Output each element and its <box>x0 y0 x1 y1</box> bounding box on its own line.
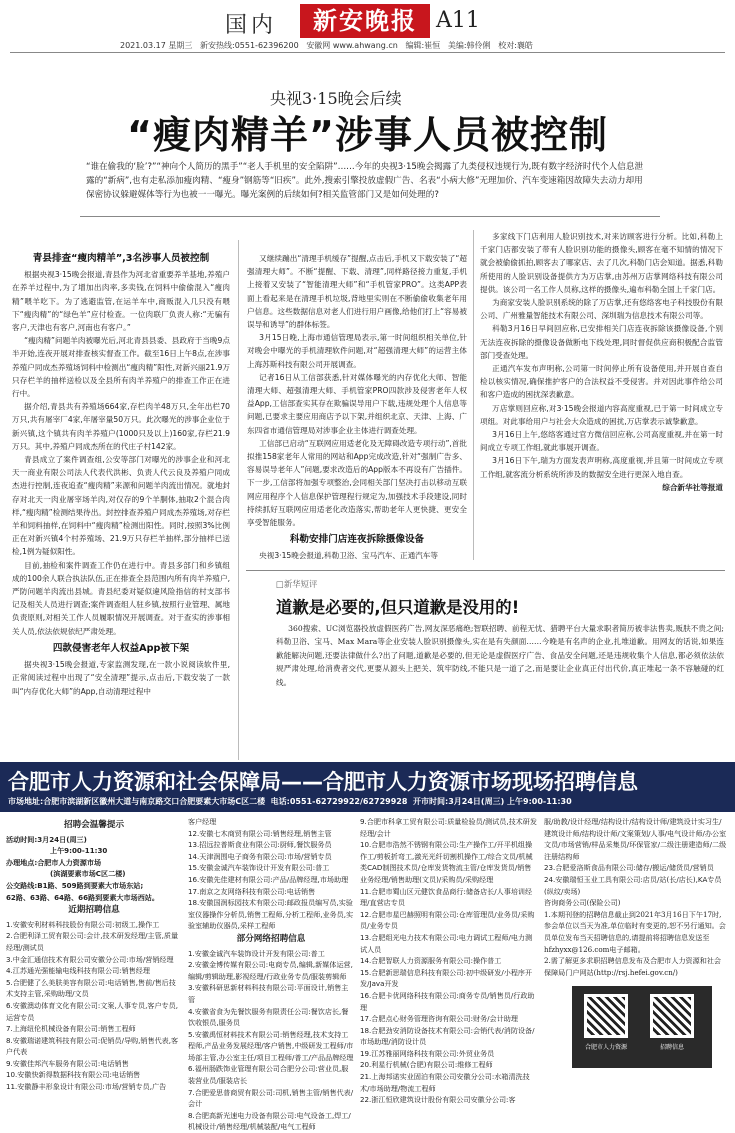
list-item: 5.安徽禹恒材料技术有限公司:销售经理,技术支持工程师,产品业务发展经理/客户销售,中级研发工程师/市场部主管,办公室主任/项目工程师/普工/产品品牌经理 <box>188 1029 354 1062</box>
qr-caption: 招聘信息 <box>659 1044 684 1051</box>
list-item: 11.安徽静丰形象设计有限公司:市场/营销专员,广告 <box>6 1082 167 1092</box>
list-item: 15.安徽金诚汽车装饰设计开发有限公司:普工 <box>188 863 330 873</box>
issue-info <box>120 40 610 51</box>
designer: 美编:韩伶俐 <box>447 41 491 50</box>
list-item: 9.合肥市科拿工贸有限公司:质量检验员/测试员,技术研发经理/会计 <box>360 817 537 838</box>
brief-tag: □新华短评 <box>276 579 318 589</box>
notice-line: 公交路线:B1路、509路到要素大市场东站; <box>6 880 144 890</box>
list-item: 4.江苏通光强能输电线科技有限公司:销售经理 <box>6 966 150 976</box>
ad-column-2 <box>188 816 354 1132</box>
hotline: 新安热线:0551-62396200 <box>200 41 299 50</box>
paragraph: 根据央视3·15晚会报道,青县作为河北省重要养羊基地,养殖户在养羊过程中,为了增加出肉率,多卖钱,在饲料中偷偷混入“瘦肉精”喂羊吃下。为了逃避监管,在运羊车中,商贩混入几只没有喂下“瘦肉精”的“绿色羊”应付检查。一位肉联厂负责人称:“无骗有客户,天津也有客户,河南也有客户。” <box>12 270 230 333</box>
list-item: 6.福州肠跌饰业管理有限公司合肥分公司:营业员,服装营业员/服装店长 <box>188 1064 349 1086</box>
issue-date: 2021.03.17 星期三 <box>120 41 193 50</box>
list-item: 4.安徽省食为先餐饮服务有限责任公司:餐饮店长,餐饮收银员,服务员 <box>188 1006 349 1028</box>
paragraph: 记者16日从工信部获悉,针对媒体曝光的内存优化大师、智能清理大师、超强清理大师、手机管家PRO四款涉及侵害老年人权益App,工信部查实其存在欺骗误导用户下载,违规处理个人信息等问题,已要求主要应用商店予以下架,并组织北京、天津、上海、广东四省市通信管理局对涉事企业主体进行调查处理。 <box>247 372 467 435</box>
paragraph: 目前,抽检和案件调查工作仍在进行中。青县多部门和乡镇组成的100余人联合执法队伍,正在排查全县范围内所有肉羊养殖户,严防问题羊肉流出县城。青县纪委对疑似違风险指信的村支部书记及相关人员进行调查;案件调查组人驻乡镇,按照行业管理、属地负责原则,对相关工作人员履职情况开展调查。对于查实的涉事相关人员,依法依规依纪严肃处理。 <box>12 560 230 636</box>
list-item: 9.安徽佳邦汽车服务有限公司:电话销售 <box>6 1058 129 1068</box>
paragraph: 科勒3月16日早间回应称,已安排相关门店连夜拆除该摄像设备,个别无法连夜拆除的摄像设备做断电下线处理,同时督促供应商积极配合监管部门受查处理。 <box>480 324 723 360</box>
list-item: 咨询商务公司(保险公司) <box>544 898 621 908</box>
ad-note: 2.需了解更多求职招聘信息发布及合肥市人力资源和社会保障局门户网站(http://rsj.hefei.gov.cn/) <box>544 956 722 977</box>
paragraph: 多家线下门店利用人脸识别技术,对来访顾客进行分析。比如,科勒上千家门店都安装了带有人脸识别功能的摄像头,顾客在毫不知情的情况下就会被偷偷抓拍,顾客去了哪家店、去了几次,科勒门店会知道。据悉,科勒所使用的人脸识别设备提供方为万店掌,由苏州万店掌网络科技有限公司提供。该公司一名工作人员称,这样的摄像头,遍布科勒全国上千家门店。 <box>480 232 723 294</box>
list-item: 2.合肥利泽工贸有限公司:会计,技术研发经理/主管,质量经理/测试员 <box>6 931 179 952</box>
article-headline: “瘦肉精羊”涉事人员被控制 <box>127 113 608 157</box>
list-item: 22.浙江恒欣建筑设计股份有限公司安徽分公司:客 <box>360 1095 516 1105</box>
list-item: 19.江苏雅丽网络科技有限公司:外贸业务员 <box>360 1048 495 1058</box>
column-divider <box>473 230 474 560</box>
qr-code-icon[interactable] <box>584 994 628 1038</box>
website: 安徽网 www.ahwang.cn <box>306 41 398 50</box>
notice-line: 62路、63路、64路、66路到要素大市场西站。 <box>6 892 159 902</box>
page-number: A11 <box>436 8 480 33</box>
paragraph: 据介绍,青县共有养殖场664家,存栏肉羊48万只,全年出栏70万只,共有屠宰厂4家,年屠宰量50万只。此次曝光的涉事企业位于新兴镇,这个镇共有肉羊养殖户(1000只及以上)160家,存栏21.9万只。其中,养殖户同成杰所在的代庄子村142家。 <box>12 402 230 451</box>
paragraph: 青县成立了案件调查组,公安等部门对曝光的涉事企业和河北天一商业有限公司法人代表代洪彬、负责人代云良及养殖户同成杰进行控制,连夜追查“瘦肉精”来源和问题羊肉流出情况。就地封存对北天一肉业屠宰场羊肉,对仅存的9个羊胴体,抽取2个混合肉样,“瘦肉精”检测结果待出。封控排查养殖户同成杰养殖场,对存栏羊和饲料抽样,在饲料中“瘦肉精”检测出阳性。同时,按照3%比例正在对新兴镇4个村养殖场、21.9万只存栏羊抽样,部分抽样已送检,1例为疑似阳性。 <box>12 455 230 557</box>
notice-line: 办理地点:合肥市人力资源市场 <box>6 857 102 867</box>
paragraph: 3月16日上午,悠络客通过官方微信回应称,公司高度重视,并在第一时间成立专项工作组,就此事展开调查。 <box>480 430 723 453</box>
list-item: 1.安徽安利材料科技股份有限公司:初级工,操作工 <box>6 919 160 929</box>
notice-line: (滨湖要素市场C区二楼) <box>50 869 126 879</box>
paragraph: 工信部已启动“互联网应用适老化及无障碍改造专项行动”,首批拟推158家老年人常用的网站和App完成改造,针对“强制广告多、容易误导老年人”问题,要求改造后的App版本不再设有广告插件。下一步,工信部将加强专项整治,会同相关部门坚决打击以移动互联网应用程序个人信息保护管理程行规定为,加强技术手段建设,同时持续抓好互联网应用适老化改造落实,帮助老年人更快捷、更安全享受智能服务。 <box>247 438 467 528</box>
qr-caption: 合肥市人力资源 <box>584 1044 627 1051</box>
article-author: 综合新华社等报道 <box>662 482 723 492</box>
list-item: 8.合肥高新光速电力设备有限公司:电气设备工,焊工/机械设计/销售经理/机械装配/电气工程师 <box>188 1110 351 1132</box>
editor: 编辑:崔恒 <box>405 41 441 50</box>
list-title: 近期招聘信息 <box>68 905 120 916</box>
list-item: 12.合肥市星巴赫照明有限公司:仓库管理员/业务员/采购员/业务专员 <box>360 909 535 931</box>
list-item: 10.合肥市浩然不锈钢有限公司:生产操作工/开平机组操作工/剪板折弯工,激光光纤切割机操作工/综合文员/机械类CAD制图技术员/仓库发货物流主管/仓库发货员/销售业务经理/销售助理(文员)/采购员/采购经理 <box>360 840 533 884</box>
list-item: 21.上海邦诺实业固泊有限公司安徽分公司:水箱清洗技术/市场助理/物流工程师 <box>360 1072 530 1093</box>
list-item: 16.安徽先佳建材有限公司:产品/品牌经理,市场助理 <box>188 874 349 884</box>
notice-line: 上午9:00-11:30 <box>50 846 108 856</box>
subhead-kohler: 科勒安排门店连夜拆除摄像设备 <box>289 534 425 546</box>
list-item: 客户经理 <box>188 817 217 826</box>
notice-title: 招聘会温馨提示 <box>63 820 125 830</box>
lead-rule <box>80 216 660 217</box>
list-item: 8.安徽瑞诺建筑科技有限公司:促销员/导购,销售代表,客户代表 <box>6 1035 179 1057</box>
paragraph: 为商家安装人脸识别系统的除了万店掌,还有悠络客电子科技股份有限公司、广州雅量智能技术有限公司、深圳瑞为信息技术有限公司等。 <box>480 298 723 321</box>
ad-address: 市场地址:合肥市滨湖新区徽州大道与南京路交口合肥要素大市场C区二楼 <box>8 797 266 806</box>
article-kicker: 央视3·15晚会后续 <box>270 89 402 108</box>
brief-rule <box>246 570 725 571</box>
list-item: 3.安徽科研思新材料科技有限公司:平面设计,销售主管 <box>188 983 349 1004</box>
list-item: 13.招远拉普斯食业有限公司:厨师,餐饮服务员 <box>188 840 332 850</box>
paragraph: 正通汽车发布声明称,公司第一时间停止所有设备使用,并开展自查自检以核实情况,确保推护客户的合法权益不受侵害。并对因此事件给公司和客户造成的困扰深表歉意。 <box>480 364 723 400</box>
article-column-2 <box>247 252 467 562</box>
list-item: 24.安徽瑞恒玉业工具有限公司:店员/站(长/店长),KA专员(纵纹/卖场) <box>544 874 722 896</box>
list-item: 18.合肥劲安消防设备技术有限公司:会销代表/消防设备/市场助理/消防设计员 <box>360 1025 535 1047</box>
ad-column-1 <box>6 818 182 1092</box>
column-divider <box>238 240 239 760</box>
list-item: 17.南京之友网络科技有限公司:电话销售 <box>188 886 316 896</box>
article-lead: “谁在偷我的‘脸’?”“神向个人简历的黑手”“老人手机里的安全陷阱”……今年的央视3·15晚会揭露了九类侵权违规行为,既有数字经济时代个人信息泄露的“新病”,也有走私添加瘦肉精、“瘦身”钢筋等“旧疾”。此外,搜索引擎投放虚假广告、名表“小病大修”无理加价、汽车变速箱因故障失去动力却用保密协议躲避媒体等行为也被一一曝光。曝光案例的后续如何?相关监管部门又是如何处理的? <box>86 162 644 200</box>
subhead-lean-meat-sheep: 青县排查“瘦肉精羊”,3名涉事人员被控制 <box>32 253 210 264</box>
list-item: 16.合肥卡优网络科技有限公司:商务专员/销售员/行政助理 <box>360 990 535 1012</box>
list-item: 18.安徽国润标园技术有限公司:邮政报员编写员,实验室仪器操作分析员,销售工程师,分析工程师,业务员,实验室辅助仪器员,采样工程师 <box>188 898 354 931</box>
list-item: 15.合肥新思瑞信息科技有限公司:初中级研发/小程序开发/Java开发 <box>360 967 533 989</box>
list-item: 11.合肥市蜀山区元健饮食品商行:储备店长/人事培训经理/直营店专员 <box>360 886 533 908</box>
article-column-3 <box>480 230 723 560</box>
ad-title: 合肥市人力资源和社会保障局——合肥市人力资源市场现场招聘信息 <box>8 770 638 794</box>
list-item: 2.安徽金博传媒有限公司:电商专员,编辑,新媒体运营,编辑/剪辑助理,影视经理/行政业务专员/服装剪辑师 <box>188 960 353 981</box>
paragraph: 万店掌则回应称,对3·15晚会报道内容高度重视,已于第一时间成立专项组。对此事给用户与社会大众造成的困扰,万店掌表示诚挚歉意。 <box>480 403 723 426</box>
list-item: 7.上海纽伦机械设备有限公司:销售工程师 <box>6 1024 136 1034</box>
paragraph: 3月16日下午,瑞为方面发表声明称,高度重视,并且第一时间成立专项工作组,就客流分析系统所涉及的数据安全进行更深入地自查。 <box>480 456 723 479</box>
paragraph: “瘦肉精”问题羊肉被曝光后,河北青县县委、县政府于当晚9点半开始,连夜开展对排查核实督查工作。截至16日上午8点,在涉事养殖户同成杰养殖场饲料中检测出“瘦肉精”阳性,对新兴丽21.9万只存栏羊的抽样送检以及全县所有肉羊养殖户的排查工作正在进行中。 <box>12 336 230 399</box>
list-item: 5.合肥健了么美肤美容有限公司:电话销售,售前/售后技术支持主管,采购助理/文员 <box>6 977 176 999</box>
masthead-rule <box>10 52 725 53</box>
article-column-1 <box>12 248 230 772</box>
ad-note: 1.本期刊登的招聘信息截止到2021年3月16日下午17时,参会单位以当天为准,单位临时有变更的,恕不另行通知。会员单位发布当天招聘信息的,请提前将招聘信息发送至hfzhyxx@126.com电子邮箱。 <box>544 909 726 954</box>
subhead-apps-removed: 四款侵害老年人权益App被下架 <box>52 642 190 654</box>
list-item: 6.安徽澳动体育文化有限公司:文案,人事专员,客户专员,运营专员 <box>6 1000 178 1022</box>
ad-column-4 <box>544 816 728 984</box>
list-item: 14.天津润围电子商务有限公司:市场/营销专员 <box>188 851 332 861</box>
ad-column-3 <box>360 816 538 1105</box>
paragraph: 央视3·15晚会报道,科勒卫浴、宝马汽车、正通汽车等 <box>259 551 438 561</box>
list-item: 10.安徽快新得数据科技有限公司:电话销售 <box>6 1070 141 1080</box>
ad-phone: 电话:0551-62729922/62729928 <box>270 797 408 806</box>
qr-code-icon[interactable] <box>650 994 694 1038</box>
brief-body: 360搜索、UC浏览器投放虚假医药广告,网友深恶痛绝;智联招聘、前程无忧、猎聘平台大量求职者简历被非法售卖,贩肤不贵之间;科勒卫浴、宝马、Max Mara等企业安装人脸识别摄像头,实在是有失颜面……今晚是有名声的企业,扎堆道歉。用网友的话说,如果连歉能解决问题,还要法律做什么?出了问题,道歉是必要的,但无论是虚假医疗广告、食品安全问题,还是违规收集个人信息,都必须依法依规严肃处理,给消费者交代,更要从源头上把关、筑牢防线,不能只是一道了之,而是要让企业真正付出代价,真正堆起一条不容触碰的红线。 <box>276 624 724 687</box>
brief-title: 道歉是必要的,但只道歉是没用的! <box>276 598 520 617</box>
ad-market-info <box>8 796 727 807</box>
list-item: 1.安徽金诚汽车装饰设计开发有限公司:普工 <box>188 948 325 958</box>
list-item: 14.合肥智联人力资源服务有限公司:操作普工 <box>360 956 502 966</box>
paragraph: 又继续蹦出“清理手机缓存”提醒,点击后,手机又下载安装了“超强清理大师”。不断“提醒、下载、清理”,同样路径接力重复,手机上接着又安装了“智能清理大师”和“手机管家PRO”。这类APP表面上看起来是在清理手机垃圾,背地里实则在不断偷偷收集老年用户信息。这些数据信息对老人们进行用户画像,给他们打上“容易被误导和诱导”的群体标签。 <box>247 254 467 330</box>
online-list-title: 部分网络招聘信息 <box>236 933 306 944</box>
list-item: 3.中金汇通信技术有限公司安徽分公司:市场/营销经理 <box>6 954 174 964</box>
list-item: 7.合肥爱思普商贸有限公司:司机,销售主管/销售代表/会计 <box>188 1087 354 1109</box>
list-item: 17.合肥点心财务管理咨询有限公司:财务/会计助理 <box>360 1014 518 1024</box>
list-item: 23.合肥爱洛斯食品有限公司:储存/搬运/储货员/营销员 <box>544 863 714 873</box>
list-item: 20.利星行机械(合肥)有限公司:维修工程师 <box>360 1060 493 1070</box>
list-item: 13.合肥组光电力技术有限公司:电力调试工程师/电力测试人员 <box>360 932 533 954</box>
section-label: 国内 <box>225 13 278 38</box>
proofreader: 校对:襄皓 <box>498 41 533 50</box>
list-item: 服/助教/设计经理/结构设计/结构设计师/建筑设计实习生/建筑设计师/结构设计师/文案策划/人事/电气设计师/办公室文员/市场营销/样品采集员/环保管家/二级注册建造师/二级注册结构师 <box>544 817 727 861</box>
paragraph: 3月15日晚,上海市通信管理局表示,第一时间组织相关单位,针对晚会中曝光的手机清理软件问题,对“超强清理大师”的运营主体上海苏斯科技有限公司开展调查。 <box>247 333 467 369</box>
notice-line: 活动时间:3月24日(周三) <box>6 834 87 844</box>
ad-time: 开市时间:3月24日(周三) 上午9:00-11:30 <box>413 797 572 806</box>
paragraph: 据央视3·15晚会报道,专家监测发现,在一款小说阅读软件里,正常阅读过程中出现了“安全清理”提示,点击后,下载安装了一款叫“内存优化大师”的App,自动清理过程中 <box>12 660 230 696</box>
newspaper-logo: 新安晚报 <box>300 4 430 38</box>
list-item: 12.安徽七木商贸有限公司:销售经理,销售主管 <box>188 828 332 838</box>
